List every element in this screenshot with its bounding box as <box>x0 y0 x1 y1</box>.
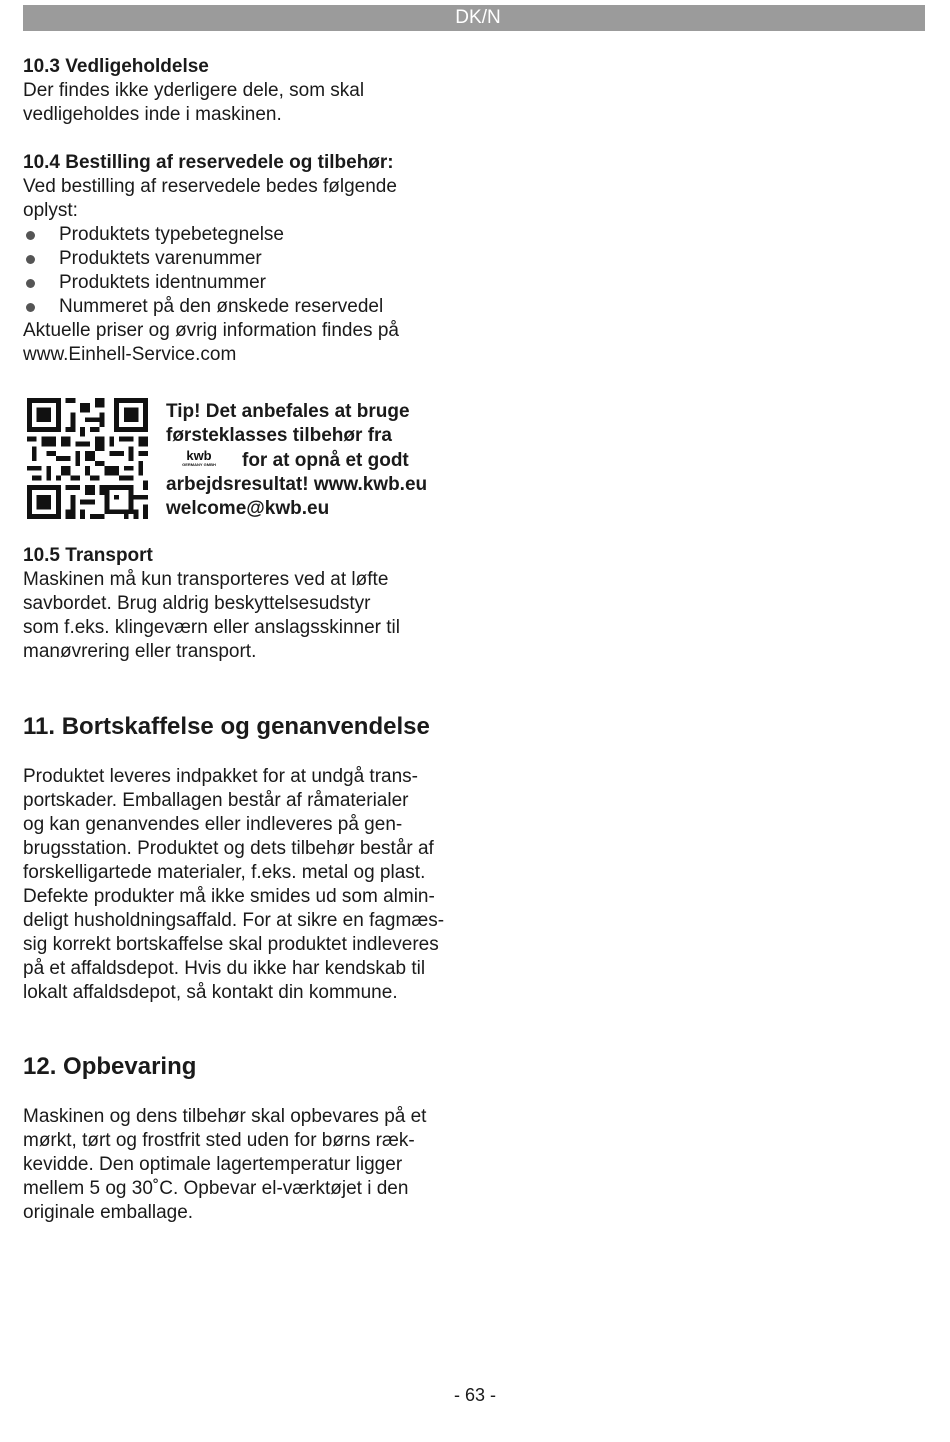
tip-box <box>166 400 466 521</box>
body-line: brugsstation. Produktet og dets tilbehør består af <box>23 838 434 859</box>
body-line: mørkt, tørt og frostfrit sted uden for børns ræk- <box>23 1130 415 1151</box>
body-line: savbordet. Brug aldrig beskyttelsesudstyr <box>23 593 371 614</box>
bullet-icon <box>26 231 35 240</box>
section-10-4 <box>23 151 463 367</box>
tip-line <box>166 448 466 473</box>
chapter-title: 12. Opbevaring <box>23 1053 197 1080</box>
header-bar <box>23 5 925 31</box>
section-12-body <box>23 1105 463 1225</box>
list-item-text: Produktets identnummer <box>59 272 266 293</box>
list-item-text: Produktets typebetegnelse <box>59 224 284 245</box>
body-line: manøvrering eller transport. <box>23 641 257 662</box>
bullet-icon <box>26 255 35 264</box>
body-line: kevidde. Den optimale lagertemperatur ligger <box>23 1154 403 1175</box>
bullet-icon <box>26 279 35 288</box>
service-url: www.Einhell-Service.com <box>23 344 237 365</box>
tip-line: Tip! Det anbefales at bruge <box>166 401 410 422</box>
bullet-list <box>23 223 463 319</box>
body-line: Ved bestilling af reservedele bedes følgende <box>23 176 397 197</box>
body-line: originale emballage. <box>23 1202 194 1223</box>
bullet-icon <box>26 303 35 312</box>
body-line: portskader. Emballagen består af råmaterialer <box>23 790 409 811</box>
list-item <box>23 223 463 247</box>
body-line: på et affaldsdepot. Hvis du ikke har kendskab til <box>23 958 426 979</box>
tip-line-text: for at opnå et godt <box>242 450 409 471</box>
body-line: og kan genanvendes eller indleveres på gen- <box>23 814 403 835</box>
page-number: - 63 - <box>453 1385 496 1405</box>
body-line: Der findes ikke yderligere dele, som skal <box>23 80 365 101</box>
body-line: Maskinen må kun transporteres ved at løfte <box>23 569 389 590</box>
body-line: Defekte produkter må ikke smides ud som almin- <box>23 886 435 907</box>
tip-email: welcome@kwb.eu <box>166 498 330 519</box>
body-line: Maskinen og dens tilbehør skal opbevares på et <box>23 1106 427 1127</box>
body-line: lokalt affaldsdepot, så kontakt din kommune. <box>23 982 398 1003</box>
list-item <box>23 247 463 271</box>
section-title: 10.5 Transport <box>23 545 153 566</box>
list-item-text: Produktets varenummer <box>59 248 262 269</box>
body-line: deligt husholdningsaffald. For at sikre en fagmæs- <box>23 910 445 931</box>
section-10-3 <box>23 55 463 127</box>
section-10-5 <box>23 544 463 664</box>
list-item-text: Nummeret på den ønskede reservedel <box>59 296 384 317</box>
kwb-logo-icon <box>174 448 224 468</box>
chapter-title: 11. Bortskaffelse og genanvendelse <box>23 713 430 740</box>
body-line: Aktuelle priser og øvrig information findes på <box>23 320 399 341</box>
body-line: sig korrekt bortskaffelse skal produktet indleveres <box>23 934 439 955</box>
qr-code-icon <box>27 398 148 519</box>
list-item <box>23 271 463 295</box>
body-line: Produktet leveres indpakket for at undgå trans- <box>23 766 419 787</box>
kwb-logo-text: kwb <box>186 448 212 463</box>
tip-line: arbejdsresultat! www.kwb.eu <box>166 474 428 495</box>
section-12 <box>23 1052 463 1082</box>
body-line: vedligeholdes inde i maskinen. <box>23 104 282 125</box>
section-title: 10.3 Vedligeholdelse <box>23 56 209 77</box>
body-line: forskelligartede materialer, f.eks. metal og plast. <box>23 862 426 883</box>
tip-line: førsteklasses tilbehør fra <box>166 425 392 446</box>
section-title: 10.4 Bestilling af reservedele og tilbehør: <box>23 152 394 173</box>
section-11 <box>23 712 463 742</box>
kwb-logo-subtext: GERMANY GMBH <box>182 462 216 467</box>
body-line: oplyst: <box>23 200 78 221</box>
section-11-body <box>23 765 463 1005</box>
language-label: DK/N <box>455 7 501 28</box>
list-item <box>23 295 463 319</box>
body-line: mellem 5 og 30˚C. Opbevar el-værktøjet i den <box>23 1178 409 1199</box>
body-line: som f.eks. klingeværn eller anslagsskinner til <box>23 617 400 638</box>
